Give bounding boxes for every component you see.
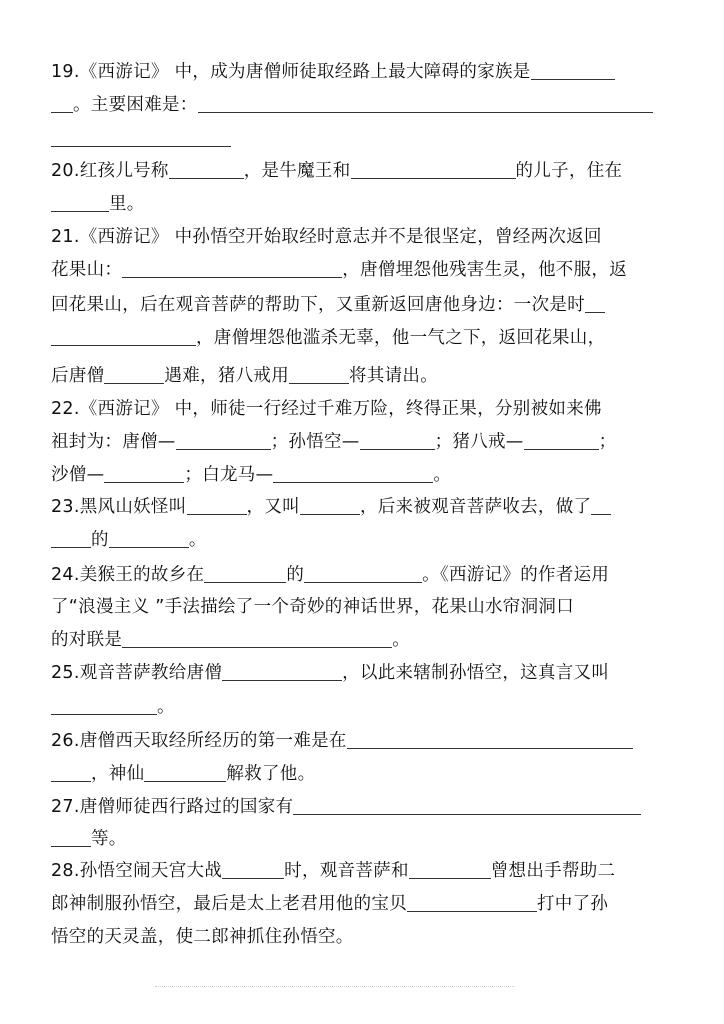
question-23-line [51,491,672,524]
answer-blank[interactable] [300,494,360,515]
question-text: 了“浪漫主义 ”手法描绘了一个奇妙的神话世界，花果山水帘洞洞口 [51,597,574,617]
question-text: 。 [188,530,207,550]
question-text: 遇难，猪八戒用 [164,366,290,386]
question-28-line [51,888,672,921]
question-text: 20.红孩儿号称 [51,161,169,181]
question-text: 沙僧— [51,465,105,485]
answer-blank[interactable] [169,158,244,179]
answer-blank[interactable] [109,527,189,548]
question-text: ，是牛魔王和 [243,161,351,181]
question-24-line [51,559,672,592]
answer-blank[interactable] [585,292,605,313]
answer-blank[interactable] [360,429,435,450]
answer-blank[interactable] [293,794,641,815]
answer-blank[interactable] [222,858,284,879]
answer-blank[interactable] [51,92,73,113]
answer-blank[interactable] [51,761,91,782]
answer-blank[interactable] [289,363,349,384]
question-19-line [51,56,672,89]
question-text: 23.黑风山妖怪叫 [51,497,187,517]
answer-blank[interactable] [347,728,633,749]
question-text: 等。 [91,829,127,849]
answer-blank[interactable] [122,257,342,278]
question-text: 回花果山，后在观音菩萨的帮助下，又重新返回唐他身边：一次是时 [51,295,585,315]
question-text: 的 [286,565,305,585]
question-24-line [51,591,672,624]
question-text: ；猪八戒— [434,432,524,452]
question-text: 25.观音菩萨教给唐僧 [51,663,223,683]
question-26-line [51,725,672,758]
page-footer-artifact [155,986,515,989]
question-27-line [51,791,672,824]
answer-blank[interactable] [51,325,196,346]
question-20-line [51,188,672,221]
question-text: 郎神制服孙悟空，最后是太上老君用他的宝贝 [51,894,407,914]
question-28-line [51,921,672,954]
question-text: ，神仙 [91,764,145,784]
question-22-line [51,393,672,426]
question-text: 的 [91,530,109,550]
answer-blank[interactable] [524,429,599,450]
question-24-line [51,624,672,657]
question-text: 。 [433,465,452,485]
question-23-line [51,524,672,557]
question-text: 的儿子，住在 [515,161,623,181]
question-text: 。 [157,697,175,717]
answer-blank[interactable] [51,694,157,715]
question-text: 26.唐僧西天取经所经历的第一难是在 [51,731,347,751]
question-text: 将其请出。 [349,366,439,386]
question-text: 24.美猴王的故乡在 [51,565,205,585]
question-text: ； [598,432,617,452]
answer-blank[interactable] [104,462,184,483]
question-text: 。主要困难是： [73,95,198,115]
answer-blank[interactable] [591,494,611,515]
answer-blank[interactable] [51,126,231,147]
question-22-line [51,426,672,459]
answer-blank[interactable] [531,59,615,80]
question-text: 27.唐僧师徒西行路过的国家有 [51,797,294,817]
question-text: 里。 [109,194,145,214]
answer-blank[interactable] [204,562,286,583]
question-text: ，又叫 [246,497,300,517]
question-text: 后唐僧 [51,366,105,386]
question-text: 19.《西游记》 中，成为唐僧师徒取经路上最大障碍的家族是 [51,62,531,82]
answer-blank[interactable] [104,363,164,384]
answer-blank[interactable] [273,462,433,483]
question-text: 时，观音菩萨和 [284,861,409,881]
question-text: ，唐僧埋怨他滥杀无辜，他一气之下，返回花果山， [196,328,606,348]
question-text: ；白龙马— [184,465,274,485]
question-text: 曾想出手帮助二 [490,861,616,881]
question-text: 花果山： [51,260,123,280]
question-text: ；孙悟空— [270,432,360,452]
question-text: ，以此来辖制孙悟空，这真言又叫 [342,663,610,683]
question-25-line [51,657,672,690]
question-text: 28.孙悟空闹天宫大战 [51,861,223,881]
question-21-line [51,221,672,254]
answer-blank[interactable] [222,660,342,681]
question-text: 。 [392,630,411,650]
question-21-line [51,360,672,393]
question-28-line [51,855,672,888]
question-text: ，后来被观音菩萨收去，做了 [359,497,592,517]
question-19-line [51,89,672,122]
answer-blank[interactable] [409,858,491,879]
question-text: 解救了他。 [226,764,316,784]
question-text: 。《西游记》的作者运用 [422,565,610,585]
question-21-line [51,254,672,287]
answer-blank[interactable] [187,494,247,515]
answer-blank[interactable] [351,158,516,179]
question-text: 22.《西游记》 中，师徒一行经过千难万险，终得正果，分别被如来佛 [51,399,602,419]
answer-blank[interactable] [122,627,392,648]
question-text: 21.《西游记》 中孙悟空开始取经时意志并不是很坚定，曾经两次返回 [51,227,602,247]
question-19-line [51,123,672,156]
question-22-line [51,459,672,492]
question-26-line [51,758,672,791]
question-25-line [51,691,672,724]
question-21-line [51,289,672,322]
question-text: 祖封为：唐僧— [51,432,176,452]
answer-blank[interactable] [176,429,271,450]
question-text: ，唐僧埋怨他残害生灵，他不服，返 [342,260,628,280]
question-27-line [51,823,672,856]
answer-blank[interactable] [407,891,537,912]
question-21-line [51,322,672,355]
answer-blank[interactable] [198,92,653,113]
question-text: 打中了孙 [537,894,609,914]
answer-blank[interactable] [51,191,109,212]
question-20-line [51,155,672,188]
answer-blank[interactable] [51,826,91,847]
answer-blank[interactable] [51,527,91,548]
question-text: 悟空的天灵盖，使二郎神抓住孙悟空。 [51,927,354,947]
question-text: 的对联是 [51,630,123,650]
answer-blank[interactable] [144,761,226,782]
answer-blank[interactable] [304,562,422,583]
